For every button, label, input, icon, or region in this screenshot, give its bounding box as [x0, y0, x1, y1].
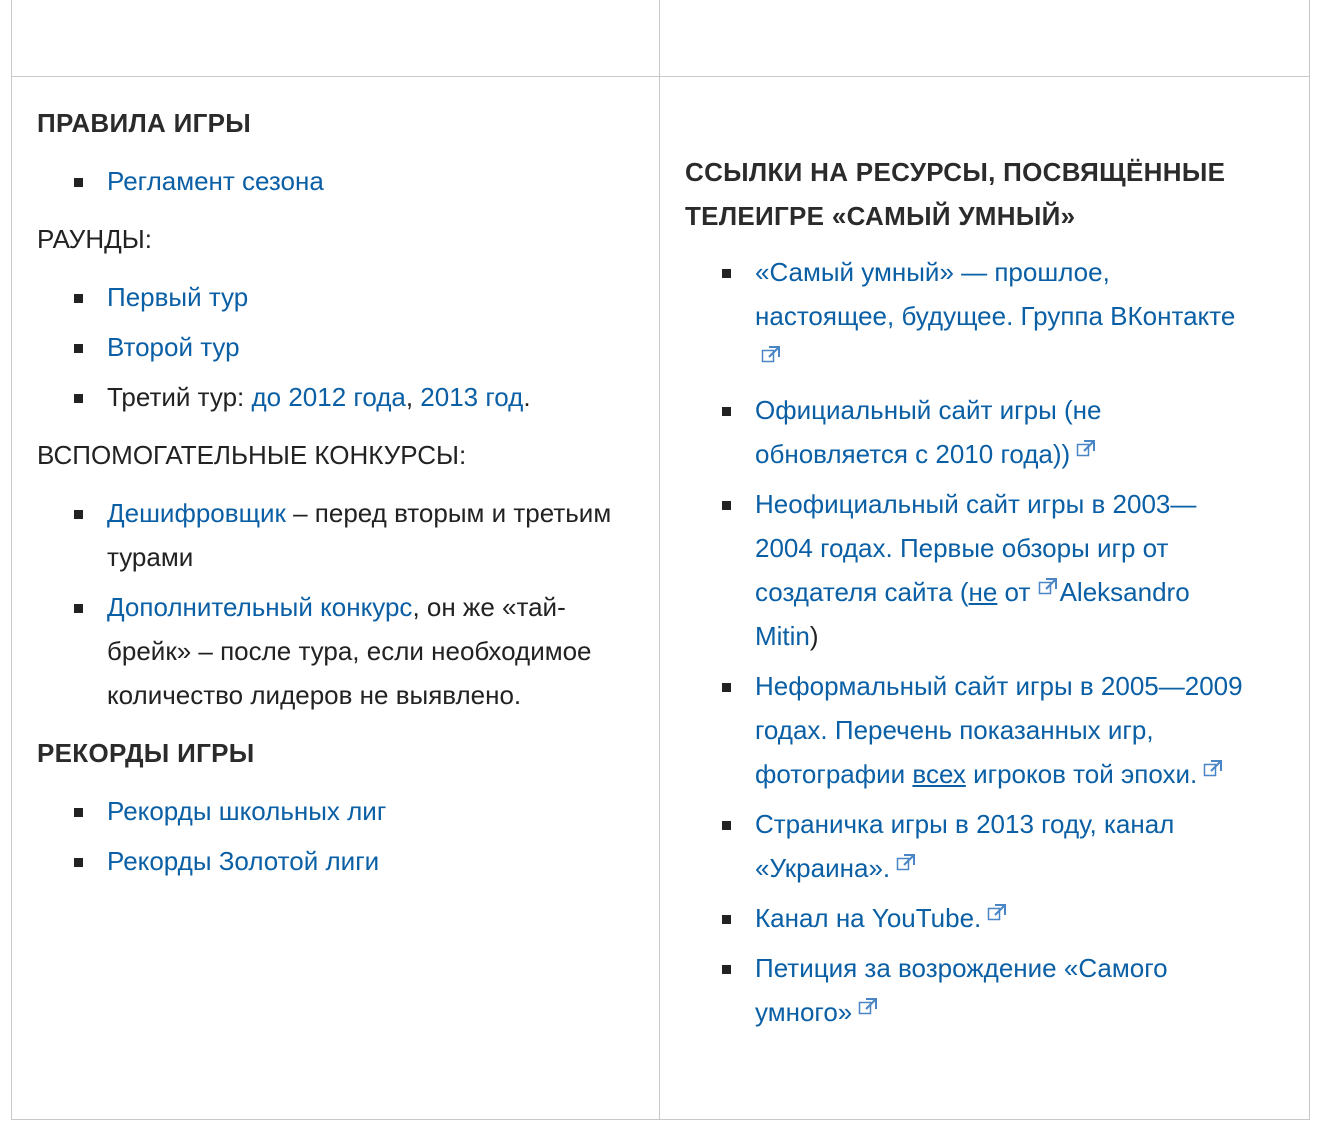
- list-item: [37, 585, 627, 717]
- round1-link[interactable]: Первый тур: [107, 282, 249, 312]
- informal-site-link[interactable]: Неформальный сайт игры в 2005—2009 годах. Перечень показанных игр, фотографии: [755, 671, 1243, 789]
- square-bullet: [74, 294, 83, 303]
- round3-2013-link[interactable]: 2013 год: [420, 382, 524, 412]
- petition-link[interactable]: Петиция за возрождение «Самого умного»: [755, 953, 1168, 1027]
- list-item: [37, 789, 627, 833]
- closing-paren: ): [809, 621, 819, 651]
- tiebreak-description: , он же «тай-брейк» – после тура, если необходимое количество лидеров не выявлено.: [107, 592, 592, 710]
- round2-link[interactable]: Второй тур: [107, 332, 240, 362]
- records-list: [37, 789, 627, 883]
- official-site-link[interactable]: Официальный сайт игры (не обновляется с 2010 года)): [755, 395, 1102, 469]
- from-text: от: [997, 577, 1038, 607]
- school-league-records-link[interactable]: Рекорды школьных лиг: [107, 796, 387, 826]
- unofficial-site-link[interactable]: Неофициальный сайт игры в 2003—2004 годах. Первые обзоры игр от создателя сайта (: [755, 489, 1197, 607]
- records-heading: РЕКОРДЫ ИГРЫ: [37, 738, 255, 768]
- resources-list: [685, 250, 1245, 1034]
- square-bullet: [74, 808, 83, 817]
- square-bullet: [74, 604, 83, 613]
- external-link-icon: [1203, 759, 1223, 777]
- square-bullet: [722, 269, 731, 278]
- external-link-icon: [761, 345, 781, 363]
- gold-league-records-link[interactable]: Рекорды Золотой лиги: [107, 846, 380, 876]
- list-item: [37, 325, 627, 369]
- left-column: [37, 101, 627, 883]
- rounds-label: РАУНДЫ:: [37, 224, 152, 254]
- vk-group-link[interactable]: «Самый умный» — прошлое, настоящее, будущее. Группа ВКонтакте: [755, 257, 1236, 331]
- square-bullet: [722, 965, 731, 974]
- round3-prefix: Третий тур:: [107, 382, 252, 412]
- informal-site-link-end[interactable]: игроков той эпохи.: [965, 759, 1198, 789]
- list-item: [685, 946, 1245, 1034]
- list-item: [685, 802, 1245, 890]
- square-bullet: [722, 683, 731, 692]
- square-bullet: [722, 821, 731, 830]
- list-item: [37, 375, 627, 419]
- right-column: [685, 150, 1295, 1034]
- list-item: [37, 159, 627, 203]
- list-item: [37, 275, 627, 319]
- external-link-icon: [858, 997, 878, 1015]
- list-item: [685, 388, 1245, 476]
- resources-heading: ССЫЛКИ НА РЕСУРСЫ, ПОСВЯЩЁННЫЕ ТЕЛЕИГРЕ «САМЫЙ УМНЫЙ»: [685, 157, 1226, 231]
- youtube-channel-link[interactable]: Канал на YouTube.: [755, 903, 982, 933]
- square-bullet: [74, 344, 83, 353]
- external-link-icon: [896, 853, 916, 871]
- not-from-link[interactable]: не: [968, 577, 998, 607]
- ukraina-channel-link[interactable]: Страничка игры в 2013 году, канал «Украина».: [755, 809, 1175, 883]
- season-rules-link[interactable]: Регламент сезона: [107, 166, 324, 196]
- square-bullet: [722, 915, 731, 924]
- rules-heading: ПРАВИЛА ИГРЫ: [37, 108, 252, 138]
- list-item: [685, 896, 1245, 940]
- author-link[interactable]: Aleksandro Mitin: [755, 577, 1190, 651]
- list-item: [685, 664, 1245, 796]
- square-bullet: [722, 501, 731, 510]
- list-item: [685, 482, 1245, 658]
- square-bullet: [74, 858, 83, 867]
- list-item: [37, 839, 627, 883]
- square-bullet: [74, 510, 83, 519]
- rounds-list: [37, 275, 627, 419]
- decoder-description: – перед вторым и третьим турами: [107, 498, 612, 572]
- external-link-icon: [987, 903, 1007, 921]
- all-players-link[interactable]: всех: [912, 759, 966, 789]
- tiebreak-link[interactable]: Дополнительный конкурс: [107, 592, 413, 622]
- table-row-divider: [12, 76, 1309, 77]
- table-column-divider: [659, 0, 660, 1120]
- round3-until-2012-link[interactable]: до 2012 года: [251, 382, 406, 412]
- rules-list: [37, 159, 627, 203]
- square-bullet: [722, 407, 731, 416]
- round3-suffix: .: [523, 382, 531, 412]
- external-link-icon: [1038, 577, 1058, 595]
- round3-sep: ,: [405, 382, 421, 412]
- external-link-icon: [1076, 439, 1096, 457]
- square-bullet: [74, 394, 83, 403]
- list-item: [685, 250, 1245, 382]
- aux-contests-list: [37, 491, 627, 717]
- aux-contests-label: ВСПОМОГАТЕЛЬНЫЕ КОНКУРСЫ:: [37, 440, 467, 470]
- list-item: [37, 491, 627, 579]
- decoder-link[interactable]: Дешифровщик: [107, 498, 286, 528]
- square-bullet: [74, 178, 83, 187]
